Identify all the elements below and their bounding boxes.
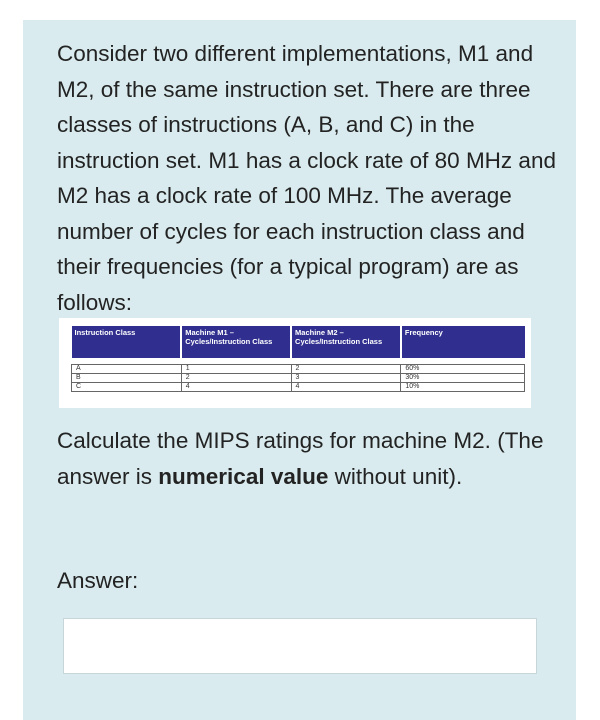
table-cell: 60% — [401, 365, 525, 374]
table-cell: 1 — [181, 365, 291, 374]
instruction-table-image — [59, 318, 531, 408]
header-m1-cycles: Machine M1 – Cycles/Instruction Class — [181, 326, 291, 358]
header-instruction-class: Instruction Class — [72, 326, 182, 358]
instruction-table — [71, 326, 525, 392]
header-m2-cycles: Machine M2 – Cycles/Instruction Class — [291, 326, 401, 358]
answer-input[interactable] — [63, 618, 537, 674]
table-row — [72, 365, 525, 374]
table-cell: B — [72, 374, 182, 383]
table-cell: 4 — [291, 383, 401, 392]
prompt-text — [57, 423, 557, 494]
answer-label: Answer: — [57, 568, 139, 593]
question-text: Consider two different implementations, M1 and M2, of the same instruction set. There are three classes of instructions (A, B, and C) in the instruction set. M1 has a clock rate of 80 MHz and M2 has a clock rate of 100 MHz. The average number of cycles for each instruction class and their frequencies (for a typical program) are as follows: — [57, 41, 556, 315]
table-row — [72, 374, 525, 383]
table-cell: A — [72, 365, 182, 374]
table-cell: 2 — [181, 374, 291, 383]
table-cell: C — [72, 383, 182, 392]
table-cell: 10% — [401, 383, 525, 392]
table-cell: 2 — [291, 365, 401, 374]
prompt-bold: numerical value — [158, 463, 329, 489]
table-cell: 4 — [181, 383, 291, 392]
table-row — [72, 383, 525, 392]
table-cell: 3 — [291, 374, 401, 383]
prompt-part2: without unit). — [328, 463, 463, 489]
prompt-part1: Calculate the MIPS ratings for machine M2. (The answer is — [57, 428, 544, 489]
header-frequency: Frequency — [401, 326, 525, 358]
table-header-row — [72, 326, 525, 358]
table-cell: 30% — [401, 374, 525, 383]
